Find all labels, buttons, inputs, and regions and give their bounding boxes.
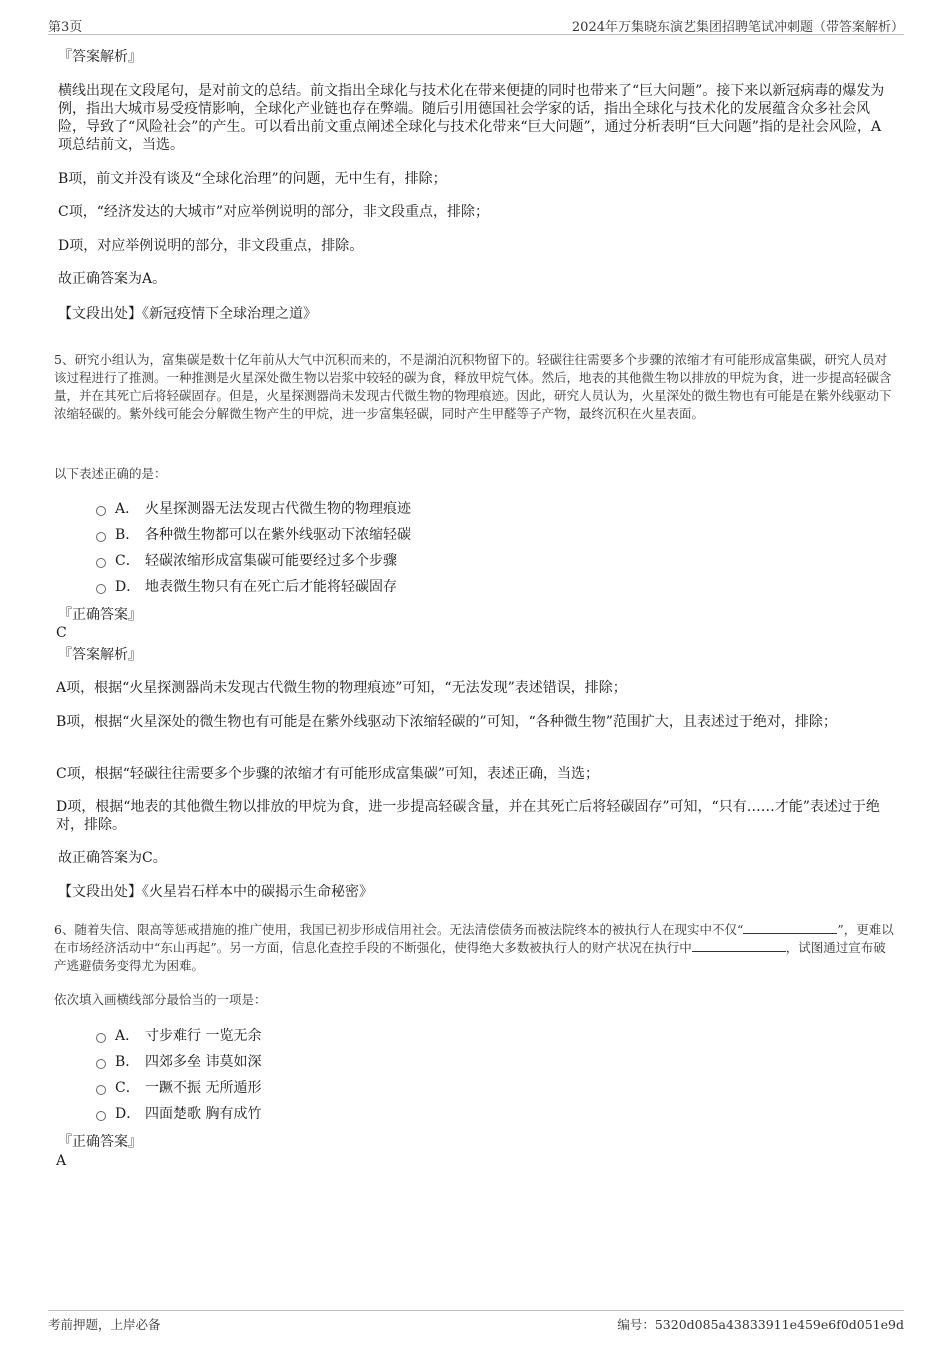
- q5-answer-label: 『正确答案』: [58, 607, 142, 623]
- fill-blank-2[interactable]: [692, 939, 786, 952]
- q6-stem-part2: ”，更难以在市场经济活动中“东山再起”。另一方面，信息化查控手段的不断强化，使得绝大多数被执行人的财产状况在执行中: [54, 922, 894, 955]
- q5-analysis-option-d: D项，根据“地表的其他微生物以排放的甲烷为食，进一步提高轻碳含量，并在其死亡后将轻碳固存”可知，“只有……才能”表述过于绝对，排除。: [56, 799, 880, 833]
- q4-analysis-label: 『答案解析』: [58, 49, 142, 65]
- document-code: [617, 1315, 904, 1333]
- radio-icon[interactable]: [96, 532, 106, 542]
- option-letter: B．: [115, 527, 140, 543]
- footer-slogan: 考前押题，上岸必备: [48, 1317, 161, 1332]
- option-letter: C．: [115, 553, 140, 569]
- q6-stem: [54, 921, 894, 975]
- q5-conclusion: 故正确答案为C。: [58, 850, 167, 866]
- radio-icon[interactable]: [96, 1085, 106, 1095]
- page-header: [48, 14, 904, 35]
- q6-prompt: 依次填入画横线部分最恰当的一项是：: [54, 992, 267, 1007]
- q5-answer: C: [56, 625, 67, 641]
- q6-option-d[interactable]: [96, 1105, 261, 1123]
- q5-option-b[interactable]: [96, 526, 411, 544]
- option-text: 火星探测器无法发现古代微生物的物理痕迹: [145, 501, 411, 517]
- q6-option-a[interactable]: [96, 1027, 261, 1045]
- q6-option-c[interactable]: [96, 1079, 261, 1097]
- q4-conclusion: 故正确答案为A。: [58, 271, 167, 287]
- q4-analysis-option-c: C项，“经济发达的大城市”对应举例说明的部分，非文段重点，排除；: [58, 204, 490, 220]
- option-letter: D．: [115, 1106, 141, 1122]
- option-letter: C．: [115, 1080, 140, 1096]
- q4-analysis-option-b: B项，前文并没有谈及“全球化治理”的问题，无中生有，排除；: [58, 171, 447, 187]
- option-text: 四面楚歌 胸有成竹: [145, 1106, 262, 1122]
- q5-analysis-label: 『答案解析』: [58, 647, 142, 663]
- option-letter: A．: [115, 501, 140, 517]
- code-value: 5320d085a43833911e459e6f0d051e9d: [654, 1317, 904, 1332]
- q5-stem: 5、研究小组认为，富集碳是数十亿年前从大气中沉积而来的，不是湖泊沉积物留下的。轻碳往往需要多个步骤的浓缩才有可能形成富集碳，研究人员对该过程进行了推测。一种推测是火星深处微生物以岩浆中较轻的碳为食，释放甲烷气体。然后，地表的其他微生物以排放的甲烷为食，进一步提高轻碳含量，并在其死亡后将轻碳固存。但是，火星探测器尚未发现古代微生物的物理痕迹。因此，研究人员认为，火星深处的微生物也有可能是在紫外线驱动下浓缩轻碳的。紫外线可能会分解微生物产生的甲烷，进一步富集轻碳，同时产生甲醛等子产物，最终沉积在火星表面。: [54, 352, 892, 421]
- q4-analysis-paragraph: 横线出现在文段尾句，是对前文的总结。前文指出全球化与技术化在带来便捷的同时也带来了“巨大问题”。接下来以新冠病毒的爆发为例，指出大城市易受疫情影响，全球化产业链也存在弊端。随后引用德国社会学家的话，指出全球化与技术化的发展蕴含众多社会风险，导致了“风险社会”的产生。可以看出前文重点阐述全球化与技术化带来“巨大问题”，通过分析表明“巨大问题”指的是社会风险，A项总结前文，当选。: [58, 83, 885, 153]
- q5-option-a[interactable]: [96, 500, 411, 518]
- option-text: 各种微生物都可以在紫外线驱动下浓缩轻碳: [145, 527, 411, 543]
- radio-icon[interactable]: [96, 1059, 106, 1069]
- q5-option-d[interactable]: [96, 578, 397, 596]
- page-number: 第3页: [48, 20, 83, 35]
- radio-icon[interactable]: [96, 1111, 106, 1121]
- page-footer: [48, 1310, 904, 1333]
- q6-stem-part1: 6、随着失信、限高等惩戒措施的推广使用，我国已初步形成信用社会。无法清偿债务而被法院终本的被执行人在现实中不仅“: [54, 922, 744, 937]
- q6-stem-part3: ，试图通过宣布破产逃避债务变得尤为困难。: [54, 940, 886, 973]
- option-text: 地表微生物只有在死亡后才能将轻碳固存: [145, 579, 397, 595]
- q5-source: 【文段出处】《火星岩石样本中的碳揭示生命秘密》: [58, 884, 373, 900]
- option-text: 四郊多垒 讳莫如深: [145, 1054, 262, 1070]
- radio-icon[interactable]: [96, 506, 106, 516]
- document-title: 2024年万集晓东演艺集团招聘笔试冲刺题（带答案解析）: [571, 20, 904, 35]
- q5-analysis-option-b: B项，根据“火星深处的微生物也有可能是在紫外线驱动下浓缩轻碳的”可知，“各种微生物”范围扩大，且表述过于绝对，排除；: [56, 714, 837, 730]
- q4-source: 【文段出处】《新冠疫情下全球治理之道》: [58, 306, 317, 322]
- q5-analysis-option-c: C项，根据“轻碳往往需要多个步骤的浓缩才有可能形成富集碳”可知，表述正确，当选；: [56, 766, 600, 782]
- option-text: 一蹶不振 无所遁形: [145, 1080, 262, 1096]
- radio-icon[interactable]: [96, 558, 106, 568]
- fill-blank-1[interactable]: [743, 921, 837, 934]
- radio-icon[interactable]: [96, 1033, 106, 1043]
- option-letter: D．: [115, 579, 141, 595]
- option-text: 轻碳浓缩形成富集碳可能要经过多个步骤: [145, 553, 397, 569]
- q5-option-c[interactable]: [96, 552, 397, 570]
- q5-analysis-option-a: A项，根据“火星探测器尚未发现古代微生物的物理痕迹”可知，“无法发现”表述错误，排除；: [56, 680, 627, 696]
- q6-option-b[interactable]: [96, 1053, 261, 1071]
- option-text: 寸步难行 一览无余: [145, 1028, 262, 1044]
- q6-answer-label: 『正确答案』: [58, 1134, 142, 1150]
- radio-icon[interactable]: [96, 584, 106, 594]
- q6-answer: A: [56, 1153, 67, 1169]
- q4-analysis-option-d: D项，对应举例说明的部分，非文段重点，排除。: [58, 238, 364, 254]
- option-letter: A．: [115, 1028, 140, 1044]
- option-letter: B．: [115, 1054, 140, 1070]
- q5-prompt: 以下表述正确的是：: [54, 466, 167, 481]
- code-label: 编号：: [617, 1317, 655, 1332]
